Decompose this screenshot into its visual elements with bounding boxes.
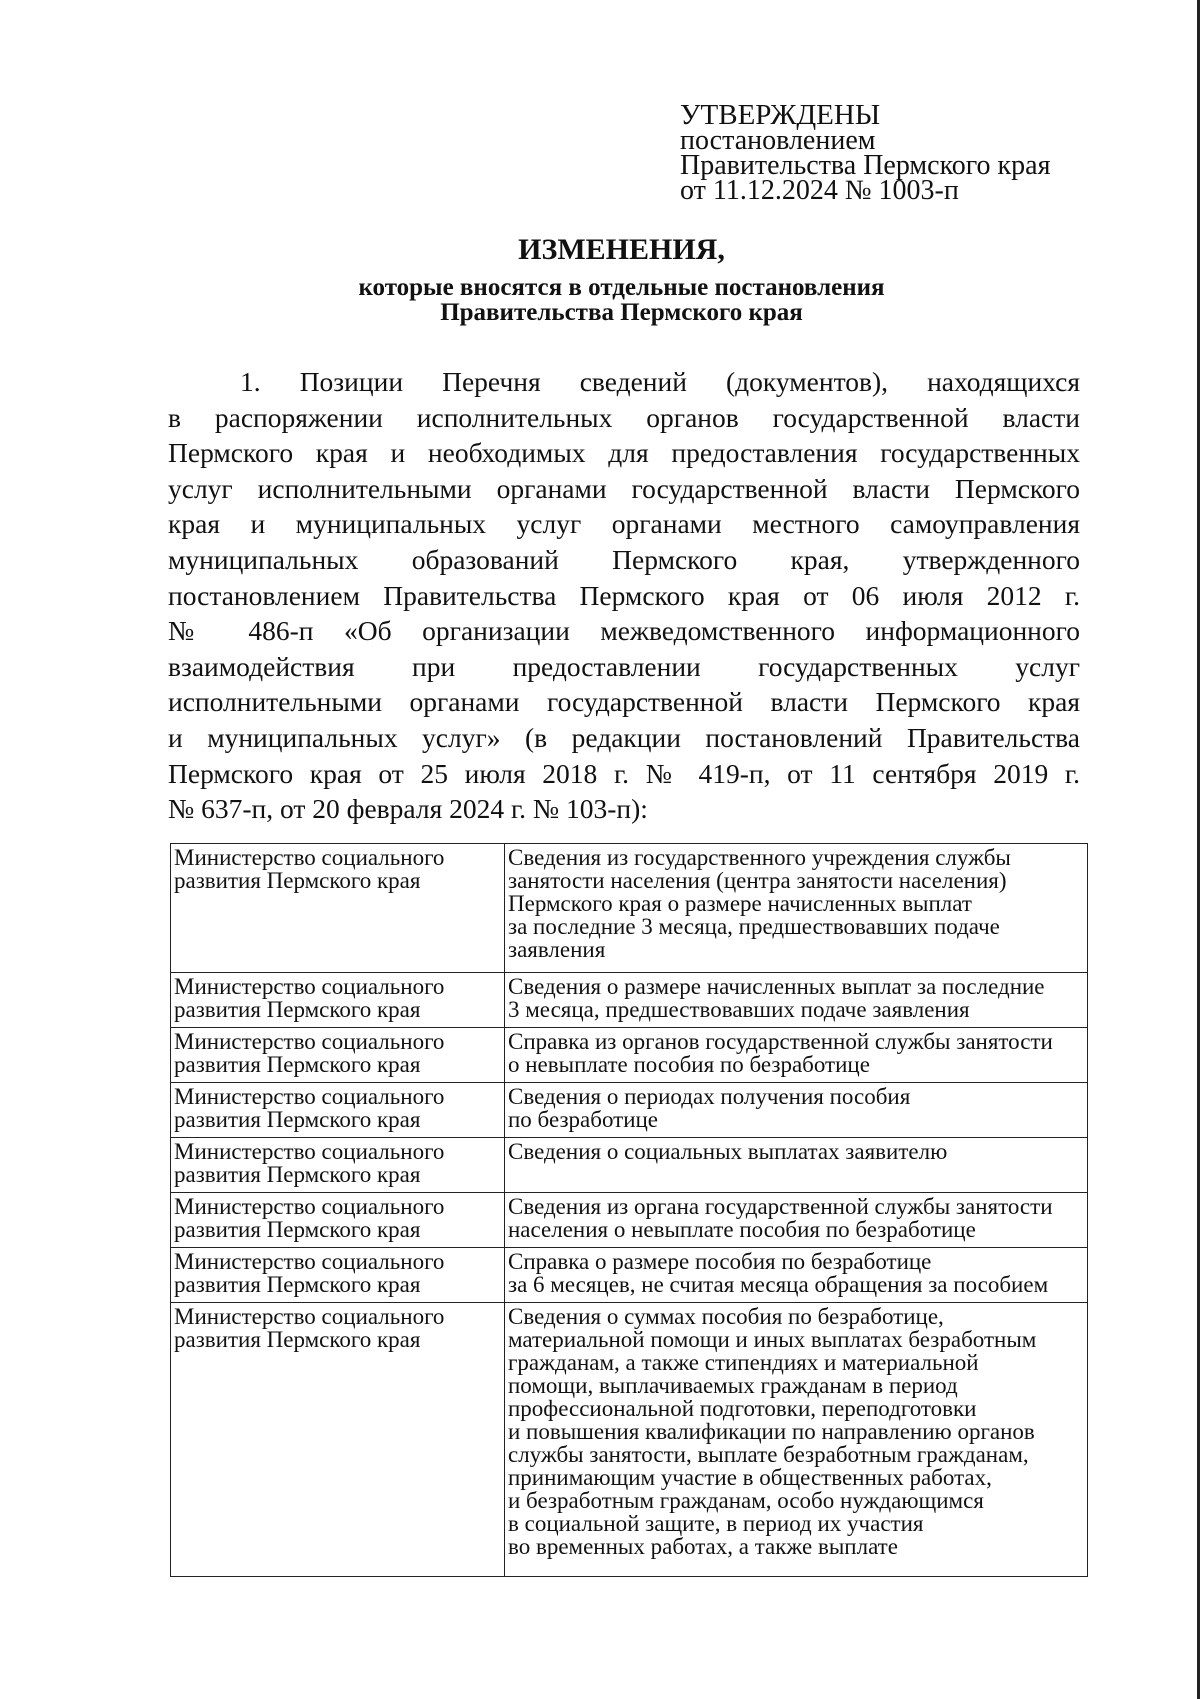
cell-line: о невыплате пособия по безработице <box>508 1052 870 1077</box>
cell-line: принимающим участие в общественных работах, <box>508 1465 992 1490</box>
cell-line: Сведения о размере начисленных выплат за последние <box>508 974 1045 999</box>
paragraph-line: услуг исполнительными органами государственной власти Пермского <box>168 472 1080 504</box>
cell-line: Справка из органов государственной службы занятости <box>508 1029 1053 1054</box>
cell-line: Министерство социального <box>174 1029 445 1054</box>
approval-stamp <box>680 99 1051 206</box>
cell-line: Министерство социального <box>174 974 445 999</box>
cell-line: Министерство социального <box>174 1139 445 1164</box>
cell-line: помощи, выплачиваемых гражданам в период <box>508 1373 958 1398</box>
cell-line: Сведения о суммах пособия по безработице, <box>508 1304 944 1329</box>
cell-line: занятости населения (центра занятости населения) <box>508 868 1007 893</box>
paragraph-line: исполнительными органами государственной власти Пермского края <box>168 686 1080 718</box>
paragraph-line: и муниципальных услуг» (в редакции постановлений Правительства <box>168 721 1080 753</box>
subtitle-line: Правительства Пермского края <box>440 299 803 326</box>
info-cell <box>505 1303 1088 1577</box>
cell-line: Сведения о социальных выплатах заявителю <box>508 1139 948 1164</box>
paragraph-line: в распоряжении исполнительных органов государственной власти <box>168 401 1080 433</box>
info-cell <box>505 1193 1088 1248</box>
org-cell <box>171 973 505 1028</box>
info-cell <box>505 1248 1088 1303</box>
cell-line: Справка о размере пособия по безработице <box>508 1249 932 1274</box>
cell-line: материальной помощи и иных выплатах безработным <box>508 1327 1037 1352</box>
cell-line: развития Пермского края <box>174 1052 421 1077</box>
paragraph-line: постановлением Правительства Пермского края от 06 июля 2012 г. <box>168 579 1080 611</box>
cell-line: Сведения из государственного учреждения службы <box>508 845 1011 870</box>
info-cell <box>505 1138 1088 1193</box>
paragraph-line: взаимодействия при предоставлении государственных услуг <box>168 650 1080 682</box>
cell-line: населения о невыплате пособия по безработице <box>508 1217 976 1242</box>
cell-line: развития Пермского края <box>174 997 421 1022</box>
cell-line: за 6 месяцев, не считая месяца обращения за пособием <box>508 1272 1049 1297</box>
data-table <box>170 843 1088 1577</box>
cell-line: Министерство социального <box>174 845 445 870</box>
approval-line: постановлением <box>680 125 876 156</box>
table-row <box>171 1028 1088 1083</box>
cell-line: Пермского края о размере начисленных выплат <box>508 891 972 916</box>
cell-line: развития Пермского края <box>174 868 421 893</box>
org-cell <box>171 1138 505 1193</box>
cell-line: профессиональной подготовки, переподготовки <box>508 1396 977 1421</box>
org-cell <box>171 1028 505 1083</box>
cell-line: и безработным гражданам, особо нуждающимся <box>508 1488 984 1513</box>
info-cell <box>505 1028 1088 1083</box>
org-cell <box>171 1248 505 1303</box>
org-cell <box>171 844 505 973</box>
body-paragraph <box>168 364 1080 827</box>
paragraph-line: № 486-п «Об организации межведомственного информационного <box>168 615 1080 647</box>
document-title: ИЗМЕНЕНИЯ, <box>518 233 725 266</box>
paragraph-line: № 637-п, от 20 февраля 2024 г. № 103-п): <box>168 793 648 825</box>
paragraph-line: муниципальных образований Пермского края, утвержденного <box>168 543 1080 575</box>
cell-line: по безработице <box>508 1107 659 1132</box>
table-row <box>171 1303 1088 1577</box>
cell-line: во временных работах, а также выплате <box>508 1534 898 1559</box>
cell-line: 3 месяца, предшествовавших подаче заявления <box>508 997 970 1022</box>
cell-line: развития Пермского края <box>174 1272 421 1297</box>
cell-line: развития Пермского края <box>174 1217 421 1242</box>
cell-line: развития Пермского края <box>174 1162 421 1187</box>
approval-line: УТВЕРЖДЕНЫ <box>680 99 881 131</box>
org-cell <box>171 1193 505 1248</box>
cell-line: Министерство социального <box>174 1249 445 1274</box>
cell-line: Сведения о периодах получения пособия <box>508 1084 911 1109</box>
cell-line: Министерство социального <box>174 1084 445 1109</box>
cell-line: Сведения из органа государственной службы занятости <box>508 1194 1053 1219</box>
cell-line: развития Пермского края <box>174 1327 421 1352</box>
paragraph-line: края и муниципальных услуг органами местного самоуправления <box>168 508 1080 540</box>
cell-line: Министерство социального <box>174 1194 445 1219</box>
org-cell <box>171 1303 505 1577</box>
table-row <box>171 1193 1088 1248</box>
cell-line: Министерство социального <box>174 1304 445 1329</box>
org-cell <box>171 1083 505 1138</box>
cell-line: службы занятости, выплате безработным гражданам, <box>508 1442 1029 1467</box>
document-subtitle <box>0 275 1200 325</box>
cell-line: гражданам, а также стипендиях и материальной <box>508 1350 979 1375</box>
cell-line: развития Пермского края <box>174 1107 421 1132</box>
cell-line: в социальной защите, в период их участия <box>508 1511 924 1536</box>
table-row <box>171 844 1088 973</box>
table-row <box>171 973 1088 1028</box>
cell-line: за последние 3 месяца, предшествовавших подаче <box>508 914 1000 939</box>
info-cell <box>505 844 1088 973</box>
approval-line: от 11.12.2024 № 1003-п <box>680 175 959 206</box>
cell-line: и повышения квалификации по направлению органов <box>508 1419 1035 1444</box>
cell-line: заявления <box>508 937 606 962</box>
table-row <box>171 1248 1088 1303</box>
approval-line: Правительства Пермского края <box>680 150 1051 181</box>
table-row <box>171 1138 1088 1193</box>
paragraph-line: Пермского края от 25 июля 2018 г. № 419-п, от 11 сентября 2019 г. <box>168 757 1080 789</box>
table-row <box>171 1083 1088 1138</box>
paragraph-line: Пермского края и необходимых для предоставления государственных <box>168 437 1080 469</box>
subtitle-line: которые вносятся в отдельные постановления <box>358 274 885 301</box>
paragraph-line: 1. Позиции Перечня сведений (документов), находящихся <box>240 366 1080 397</box>
info-cell <box>505 973 1088 1028</box>
info-cell <box>505 1083 1088 1138</box>
